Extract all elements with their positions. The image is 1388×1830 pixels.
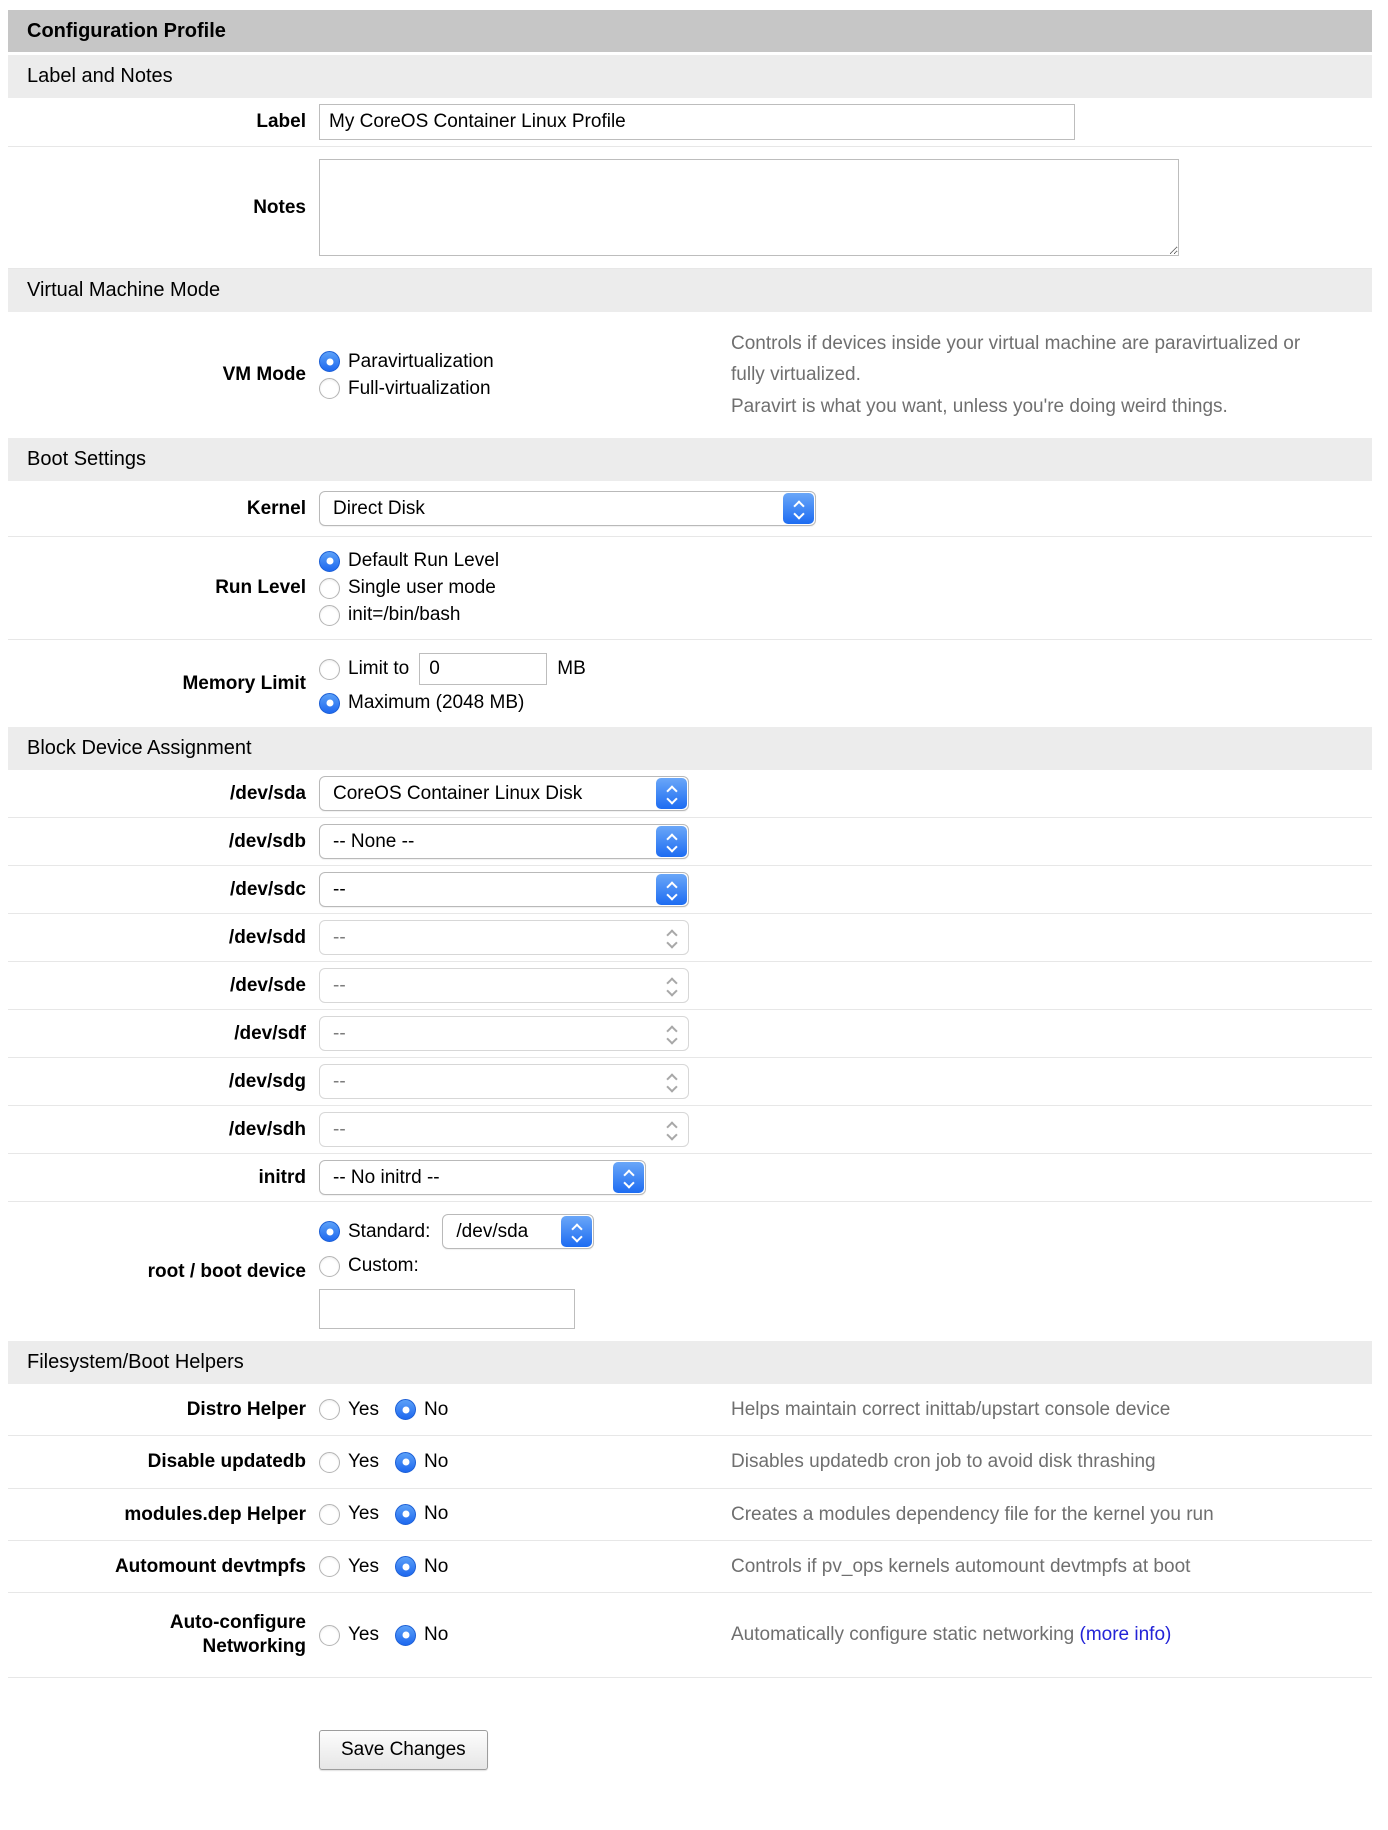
modules-dep-helper-label: modules.dep Helper — [124, 1503, 306, 1525]
radio-selected-icon — [319, 351, 340, 372]
yes-label: Yes — [348, 1503, 379, 1525]
dev-sdg-row — [8, 1058, 1372, 1106]
notes-field-row — [8, 147, 1372, 269]
memory-limit-input[interactable] — [419, 653, 547, 685]
automount-devtmpfs-no-radio[interactable] — [395, 1556, 448, 1578]
distro-helper-label: Distro Helper — [186, 1398, 306, 1420]
run-level-row — [8, 537, 1372, 640]
disable-updatedb-yes-radio[interactable] — [319, 1451, 379, 1473]
dev-sdf-label: /dev/sdf — [234, 1022, 306, 1044]
section-header-filesystem-boot-helpers: Filesystem/Boot Helpers — [8, 1341, 1372, 1384]
radio-unselected-icon — [319, 378, 340, 399]
select-stepper-icon — [656, 970, 687, 1001]
vm-mode-help-text: Controls if devices inside your virtual machine are paravirtualized or fully virtualized. — [731, 333, 1301, 386]
select-stepper-icon — [656, 778, 687, 809]
disable-updatedb-help-text: Disables updatedb cron job to avoid disk thrashing — [731, 1451, 1156, 1473]
dev-sde-row — [8, 962, 1372, 1010]
no-label: No — [424, 1503, 449, 1525]
dev-sdg-select — [319, 1064, 689, 1099]
page-title: Configuration Profile — [8, 10, 1372, 52]
dev-sdb-row — [8, 818, 1372, 866]
dev-sdc-row — [8, 866, 1372, 914]
run-level-init-bash-label: init=/bin/bash — [348, 604, 461, 626]
memory-limit-to-radio[interactable] — [319, 658, 409, 680]
disable-updatedb-no-radio[interactable] — [395, 1451, 448, 1473]
dev-sdd-row — [8, 914, 1372, 962]
radio-unselected-icon — [319, 1256, 340, 1277]
root-device-standard-label: Standard: — [348, 1220, 431, 1242]
radio-unselected-icon — [319, 605, 340, 626]
initrd-row — [8, 1154, 1372, 1202]
auto-configure-networking-yes-radio[interactable] — [319, 1624, 379, 1646]
radio-selected-icon — [395, 1452, 416, 1473]
run-level-single-user-radio[interactable] — [319, 577, 499, 599]
radio-unselected-icon — [319, 578, 340, 599]
radio-selected-icon — [319, 551, 340, 572]
radio-selected-icon — [395, 1504, 416, 1525]
vm-mode-label: VM Mode — [222, 364, 306, 386]
radio-selected-icon — [319, 1221, 340, 1242]
modules-dep-helper-row — [8, 1489, 1372, 1541]
section-header-block-device-assignment: Block Device Assignment — [8, 727, 1372, 770]
vm-mode-paravirtualization-radio[interactable] — [319, 351, 731, 373]
dev-sdb-label: /dev/sdb — [228, 830, 306, 852]
dev-sdd-select-value: -- — [333, 926, 346, 948]
vm-mode-row — [8, 312, 1372, 438]
disable-updatedb-row — [8, 1436, 1372, 1488]
dev-sdc-select[interactable] — [319, 872, 689, 907]
kernel-select-value: Direct Disk — [333, 497, 425, 519]
automount-devtmpfs-help-text: Controls if pv_ops kernels automount devtmpfs at boot — [731, 1556, 1191, 1578]
dev-sda-select[interactable] — [319, 776, 689, 811]
dev-sdb-select-value: -- None -- — [333, 830, 415, 852]
select-stepper-icon — [656, 874, 687, 905]
distro-helper-row — [8, 1384, 1372, 1436]
run-level-default-radio[interactable] — [319, 550, 499, 572]
modules-dep-help-text: Creates a modules dependency file for the kernel you run — [731, 1503, 1214, 1525]
dev-sdh-label: /dev/sdh — [228, 1118, 306, 1140]
auto-configure-networking-label: Auto-configure Networking — [169, 1612, 306, 1658]
radio-selected-icon — [395, 1399, 416, 1420]
initrd-select-value: -- No initrd -- — [333, 1166, 440, 1188]
radio-unselected-icon — [319, 1625, 340, 1646]
section-header-label-and-notes: Label and Notes — [8, 55, 1372, 98]
radio-selected-icon — [395, 1625, 416, 1646]
root-device-custom-input[interactable] — [319, 1289, 575, 1329]
select-stepper-icon — [561, 1216, 592, 1247]
automount-devtmpfs-label: Automount devtmpfs — [114, 1555, 306, 1577]
root-device-custom-radio[interactable] — [319, 1255, 594, 1277]
root-boot-device-label: root / boot device — [147, 1260, 306, 1282]
yes-label: Yes — [348, 1451, 379, 1473]
root-boot-device-row — [8, 1202, 1372, 1341]
automount-devtmpfs-row — [8, 1541, 1372, 1593]
kernel-label: Kernel — [246, 497, 306, 519]
root-device-standard-select[interactable] — [442, 1214, 594, 1249]
no-label: No — [424, 1624, 449, 1646]
radio-unselected-icon — [319, 1452, 340, 1473]
auto-configure-networking-row — [8, 1593, 1372, 1678]
dev-sdh-select-value: -- — [333, 1118, 346, 1140]
radio-unselected-icon — [319, 659, 340, 680]
vm-mode-full-virtualization-label: Full-virtualization — [348, 377, 491, 399]
dev-sda-select-value: CoreOS Container Linux Disk — [333, 782, 583, 804]
select-stepper-icon — [783, 493, 814, 524]
dev-sdg-select-value: -- — [333, 1070, 346, 1092]
distro-helper-yes-radio[interactable] — [319, 1399, 379, 1421]
dev-sdg-label: /dev/sdg — [228, 1070, 306, 1092]
select-stepper-icon — [613, 1162, 644, 1193]
select-stepper-icon — [656, 1018, 687, 1049]
auto-configure-networking-help-text: Automatically configure static networking — [731, 1624, 1075, 1646]
dev-sdd-label: /dev/sdd — [228, 926, 306, 948]
section-header-virtual-machine-mode: Virtual Machine Mode — [8, 269, 1372, 312]
select-stepper-icon — [656, 1114, 687, 1145]
yes-label: Yes — [348, 1555, 379, 1577]
no-label: No — [424, 1451, 449, 1473]
radio-unselected-icon — [319, 1556, 340, 1577]
memory-limit-unit: MB — [557, 658, 586, 680]
select-stepper-icon — [656, 826, 687, 857]
memory-limit-row — [8, 640, 1372, 727]
root-device-standard-select-value: /dev/sda — [456, 1220, 529, 1242]
dev-sdh-row — [8, 1106, 1372, 1154]
section-header-boot-settings: Boot Settings — [8, 438, 1372, 481]
run-level-init-bash-radio[interactable] — [319, 604, 499, 626]
memory-maximum-label: Maximum (2048 MB) — [348, 692, 525, 714]
dev-sda-label: /dev/sda — [229, 782, 306, 804]
modules-dep-yes-radio[interactable] — [319, 1503, 379, 1525]
dev-sdf-row — [8, 1010, 1372, 1058]
kernel-row — [8, 481, 1372, 537]
distro-helper-help-text: Helps maintain correct inittab/upstart console device — [731, 1399, 1171, 1421]
dev-sdf-select-value: -- — [333, 1022, 346, 1044]
dev-sde-select-value: -- — [333, 974, 346, 996]
vm-mode-help-text-2: Paravirt is what you want, unless you're doing weird things. — [731, 395, 1228, 417]
radio-selected-icon — [319, 693, 340, 714]
more-info-link[interactable]: (more info) — [1079, 1624, 1172, 1646]
dev-sda-row — [8, 770, 1372, 818]
modules-dep-no-radio[interactable] — [395, 1503, 448, 1525]
run-level-default-label: Default Run Level — [348, 550, 500, 572]
dev-sdf-select — [319, 1016, 689, 1051]
notes-field-label: Notes — [253, 196, 306, 218]
select-stepper-icon — [656, 922, 687, 953]
initrd-label: initrd — [258, 1166, 306, 1188]
label-input[interactable] — [319, 104, 1075, 140]
kernel-select[interactable] — [319, 491, 816, 526]
root-device-standard-radio[interactable] — [319, 1221, 430, 1243]
vm-mode-paravirtualization-label: Paravirtualization — [348, 350, 494, 372]
auto-configure-networking-no-radio[interactable] — [395, 1624, 448, 1646]
dev-sdb-select[interactable] — [319, 824, 689, 859]
dev-sdc-label: /dev/sdc — [229, 878, 306, 900]
memory-limit-label: Memory Limit — [182, 672, 306, 694]
dev-sdc-select-value: -- — [333, 878, 346, 900]
yes-label: Yes — [348, 1398, 379, 1420]
save-changes-button[interactable]: Save Changes — [319, 1730, 488, 1770]
dev-sde-label: /dev/sde — [229, 974, 306, 996]
no-label: No — [424, 1398, 449, 1420]
dev-sde-select — [319, 968, 689, 1003]
automount-devtmpfs-yes-radio[interactable] — [319, 1556, 379, 1578]
radio-selected-icon — [395, 1556, 416, 1577]
radio-unselected-icon — [319, 1399, 340, 1420]
notes-textarea[interactable] — [319, 159, 1179, 256]
dev-sdd-select — [319, 920, 689, 955]
memory-limit-to-label: Limit to — [348, 658, 410, 680]
memory-maximum-radio[interactable] — [319, 692, 586, 714]
run-level-single-user-label: Single user mode — [348, 577, 496, 599]
no-label: No — [424, 1555, 449, 1577]
label-field-label: Label — [256, 111, 306, 133]
distro-helper-no-radio[interactable] — [395, 1399, 448, 1421]
label-field-row — [8, 98, 1372, 147]
root-device-custom-label: Custom: — [348, 1255, 419, 1277]
select-stepper-icon — [656, 1066, 687, 1097]
radio-unselected-icon — [319, 1504, 340, 1525]
initrd-select[interactable] — [319, 1160, 646, 1195]
run-level-label: Run Level — [215, 577, 306, 599]
vm-mode-full-virtualization-radio[interactable] — [319, 378, 731, 400]
yes-label: Yes — [348, 1624, 379, 1646]
dev-sdh-select — [319, 1112, 689, 1147]
disable-updatedb-label: Disable updatedb — [147, 1451, 306, 1473]
